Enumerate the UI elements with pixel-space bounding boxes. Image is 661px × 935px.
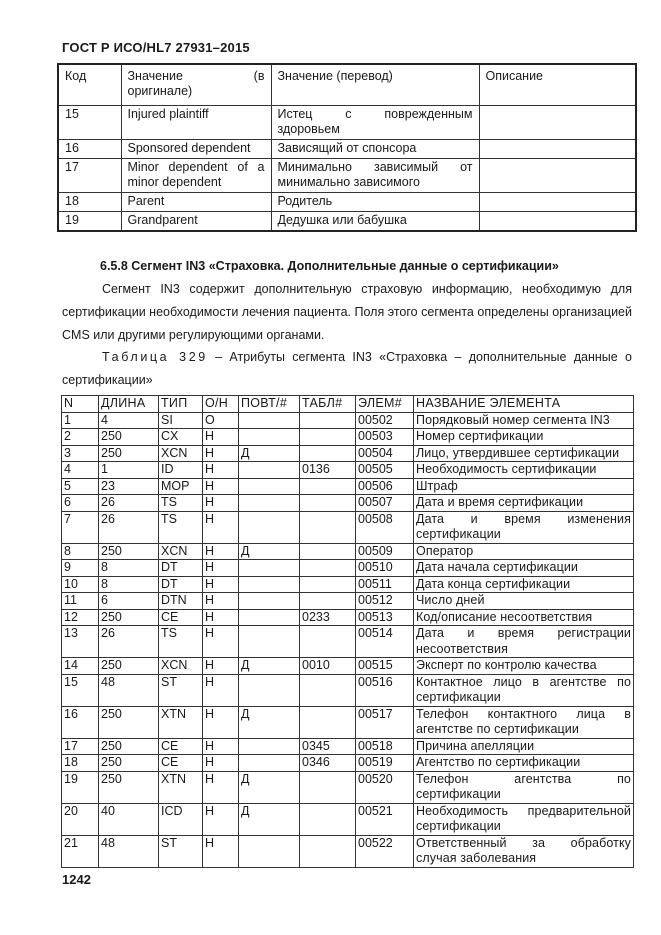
cell-code: 18: [58, 193, 121, 212]
cell-n: 20: [62, 803, 99, 835]
column-header: ТАБЛ#: [300, 396, 356, 413]
cell-on: Н: [203, 835, 239, 867]
cell-len: 250: [99, 658, 159, 675]
cell-tbl: 0346: [300, 755, 356, 772]
cell-n: 12: [62, 609, 99, 626]
cell-elem: 00515: [356, 658, 414, 675]
cell-tbl: [300, 495, 356, 512]
cell-code: 16: [58, 140, 121, 159]
cell-type: TS: [159, 495, 203, 512]
cell-code: 17: [58, 159, 121, 193]
cell-desc: [479, 140, 636, 159]
cell-tbl: 0233: [300, 609, 356, 626]
table-row: [62, 593, 634, 610]
cell-elem: 00516: [356, 674, 414, 706]
cell-n: 2: [62, 429, 99, 446]
cell-n: 13: [62, 626, 99, 658]
cell-name: Причина апелляции: [414, 738, 634, 755]
cell-tbl: [300, 543, 356, 560]
table-row: [62, 755, 634, 772]
table-row: [62, 543, 634, 560]
table-row: [62, 771, 634, 803]
cell-n: 21: [62, 835, 99, 867]
code-table-header: [58, 64, 636, 106]
cell-on: Н: [203, 429, 239, 446]
cell-on: Н: [203, 755, 239, 772]
cell-orig: Grandparent: [121, 212, 271, 232]
cell-len: 26: [99, 511, 159, 543]
cell-code: 19: [58, 212, 121, 232]
cell-on: Н: [203, 771, 239, 803]
cell-rep: [239, 609, 300, 626]
cell-on: Н: [203, 609, 239, 626]
code-table: [57, 63, 637, 232]
cell-rep: [239, 560, 300, 577]
cell-name: Дата и время сертификации: [414, 495, 634, 512]
cell-name: Агентство по сертификации: [414, 755, 634, 772]
cell-rep: [239, 626, 300, 658]
table-row: [62, 560, 634, 577]
cell-name: Телефон контактного лица в агентстве по сертификации: [414, 706, 634, 738]
cell-len: 1: [99, 462, 159, 479]
cell-len: 26: [99, 495, 159, 512]
cell-orig: Sponsored dependent: [121, 140, 271, 159]
cell-n: 6: [62, 495, 99, 512]
cell-name: Номер сертификации: [414, 429, 634, 446]
table-row: [62, 478, 634, 495]
table-caption-text: – Атрибуты сегмента IN3 «Страховка – дополнительные данные о сертификации»: [62, 350, 632, 387]
column-header: ТИП: [159, 396, 203, 413]
cell-elem: 00517: [356, 706, 414, 738]
cell-desc: [479, 193, 636, 212]
cell-tbl: [300, 429, 356, 446]
cell-type: ST: [159, 674, 203, 706]
column-header: ПОВТ/#: [239, 396, 300, 413]
column-header: НАЗВАНИЕ ЭЛЕМЕНТА: [414, 396, 634, 413]
cell-elem: 00519: [356, 755, 414, 772]
cell-type: CX: [159, 429, 203, 446]
cell-rep: [239, 478, 300, 495]
cell-n: 18: [62, 755, 99, 772]
cell-tbl: 0010: [300, 658, 356, 675]
cell-trans: Дедушка или бабушка: [271, 212, 479, 232]
cell-on: Н: [203, 674, 239, 706]
cell-on: О: [203, 412, 239, 429]
column-header: О/Н: [203, 396, 239, 413]
cell-rep: [239, 412, 300, 429]
cell-on: Н: [203, 543, 239, 560]
cell-trans: Минимально зависимый от минимально зависимого: [271, 159, 479, 193]
table-row: [62, 706, 634, 738]
cell-on: Н: [203, 445, 239, 462]
cell-tbl: [300, 478, 356, 495]
cell-on: Н: [203, 560, 239, 577]
cell-tbl: [300, 803, 356, 835]
cell-name: Дата конца сертификации: [414, 576, 634, 593]
cell-elem: 00510: [356, 560, 414, 577]
table-row: [62, 674, 634, 706]
cell-n: 3: [62, 445, 99, 462]
cell-trans: Зависящий от спонсора: [271, 140, 479, 159]
cell-rep: [239, 429, 300, 446]
cell-type: SI: [159, 412, 203, 429]
cell-n: 8: [62, 543, 99, 560]
cell-type: ID: [159, 462, 203, 479]
cell-rep: Д: [239, 658, 300, 675]
cell-on: Н: [203, 478, 239, 495]
cell-len: 6: [99, 593, 159, 610]
column-header: ДЛИНА: [99, 396, 159, 413]
cell-orig: Minor dependent of a minor dependent: [121, 159, 271, 193]
cell-name: Код/описание несоответствия: [414, 609, 634, 626]
cell-n: 7: [62, 511, 99, 543]
cell-rep: [239, 462, 300, 479]
cell-elem: 00512: [356, 593, 414, 610]
table-caption: [62, 346, 632, 392]
cell-n: 1: [62, 412, 99, 429]
table-row: [58, 140, 636, 159]
page-number: 1242: [62, 872, 91, 887]
cell-name: Контактное лицо в агентстве по сертификации: [414, 674, 634, 706]
cell-desc: [479, 159, 636, 193]
cell-on: Н: [203, 462, 239, 479]
cell-name: Необходимость сертификации: [414, 462, 634, 479]
cell-name: Дата начала сертификации: [414, 560, 634, 577]
cell-tbl: [300, 771, 356, 803]
cell-on: Н: [203, 495, 239, 512]
table-row: [58, 159, 636, 193]
cell-tbl: [300, 593, 356, 610]
table-row: [62, 412, 634, 429]
cell-len: 8: [99, 560, 159, 577]
cell-n: 16: [62, 706, 99, 738]
table-row: [58, 193, 636, 212]
cell-trans: Родитель: [271, 193, 479, 212]
cell-type: XCN: [159, 658, 203, 675]
table-row: [62, 626, 634, 658]
cell-len: 23: [99, 478, 159, 495]
cell-type: DT: [159, 560, 203, 577]
cell-elem: 00518: [356, 738, 414, 755]
table-row: [62, 738, 634, 755]
attributes-table-header: [62, 396, 634, 413]
cell-on: Н: [203, 658, 239, 675]
cell-type: TS: [159, 626, 203, 658]
cell-len: 48: [99, 835, 159, 867]
cell-name: Оператор: [414, 543, 634, 560]
table-row: [62, 609, 634, 626]
cell-rep: [239, 835, 300, 867]
table-row: [62, 445, 634, 462]
cell-orig: Parent: [121, 193, 271, 212]
table-row: [62, 803, 634, 835]
cell-n: 15: [62, 674, 99, 706]
cell-name: Порядковый номер сегмента IN3: [414, 412, 634, 429]
cell-rep: Д: [239, 445, 300, 462]
cell-rep: [239, 755, 300, 772]
table-row: [62, 511, 634, 543]
cell-rep: [239, 576, 300, 593]
cell-name: Телефон агентства по сертификации: [414, 771, 634, 803]
cell-elem: 00505: [356, 462, 414, 479]
cell-type: XTN: [159, 706, 203, 738]
cell-n: 11: [62, 593, 99, 610]
table-caption-label: Таблица 329: [102, 350, 208, 364]
cell-n: 4: [62, 462, 99, 479]
cell-on: Н: [203, 626, 239, 658]
cell-elem: 00507: [356, 495, 414, 512]
cell-rep: Д: [239, 543, 300, 560]
table-row: [62, 495, 634, 512]
table-row: [62, 429, 634, 446]
cell-name: Дата и время изменения сертификации: [414, 511, 634, 543]
cell-elem: 00514: [356, 626, 414, 658]
cell-len: 26: [99, 626, 159, 658]
cell-n: 17: [62, 738, 99, 755]
cell-type: ST: [159, 835, 203, 867]
section-paragraph: Сегмент IN3 содержит дополнительную страховую информацию, необходимую для сертификации необходимости лечения пациента. Поля этого сегмента определены организацией CMS или другими регулирующими органами.: [62, 282, 632, 342]
cell-rep: [239, 738, 300, 755]
cell-n: 9: [62, 560, 99, 577]
cell-name: Штраф: [414, 478, 634, 495]
document-header: ГОСТ Р ИСО/HL7 27931–2015: [62, 40, 250, 55]
cell-len: 8: [99, 576, 159, 593]
cell-len: 250: [99, 609, 159, 626]
cell-rep: Д: [239, 706, 300, 738]
cell-type: CE: [159, 755, 203, 772]
cell-elem: 00503: [356, 429, 414, 446]
cell-type: XCN: [159, 445, 203, 462]
column-header: Описание: [479, 64, 636, 106]
cell-tbl: [300, 445, 356, 462]
table-row: [62, 462, 634, 479]
cell-n: 10: [62, 576, 99, 593]
cell-elem: 00509: [356, 543, 414, 560]
cell-rep: [239, 495, 300, 512]
cell-len: 250: [99, 429, 159, 446]
attributes-table: [61, 395, 634, 868]
cell-len: 250: [99, 543, 159, 560]
cell-on: Н: [203, 511, 239, 543]
cell-tbl: 0345: [300, 738, 356, 755]
cell-desc: [479, 106, 636, 140]
cell-type: XCN: [159, 543, 203, 560]
cell-type: TS: [159, 511, 203, 543]
cell-tbl: [300, 835, 356, 867]
cell-len: 250: [99, 706, 159, 738]
cell-desc: [479, 212, 636, 232]
table-row: [62, 658, 634, 675]
cell-type: ICD: [159, 803, 203, 835]
section-title: 6.5.8 Сегмент IN3 «Страховка. Дополнительные данные о сертификации»: [100, 259, 559, 273]
code-table-body: [58, 64, 636, 231]
cell-tbl: 0136: [300, 462, 356, 479]
cell-elem: 00520: [356, 771, 414, 803]
cell-trans: Истец с поврежденным здоровьем: [271, 106, 479, 140]
cell-name: Необходимость предварительной сертификации: [414, 803, 634, 835]
table-row: [62, 576, 634, 593]
column-header: Код: [58, 64, 121, 106]
cell-type: CE: [159, 609, 203, 626]
cell-len: 250: [99, 755, 159, 772]
cell-elem: 00522: [356, 835, 414, 867]
column-header: Значение (в оригинале): [121, 64, 271, 106]
cell-type: CE: [159, 738, 203, 755]
cell-code: 15: [58, 106, 121, 140]
cell-elem: 00508: [356, 511, 414, 543]
cell-name: Лицо, утвердившее сертификации: [414, 445, 634, 462]
cell-name: Ответственный за обработку случая заболевания: [414, 835, 634, 867]
cell-tbl: [300, 560, 356, 577]
cell-elem: 00513: [356, 609, 414, 626]
table-row: [58, 212, 636, 232]
cell-on: Н: [203, 803, 239, 835]
cell-rep: Д: [239, 803, 300, 835]
cell-n: 5: [62, 478, 99, 495]
column-header: Значение (перевод): [271, 64, 479, 106]
cell-on: Н: [203, 593, 239, 610]
cell-on: Н: [203, 738, 239, 755]
cell-len: 4: [99, 412, 159, 429]
cell-name: Эксперт по контролю качества: [414, 658, 634, 675]
cell-len: 250: [99, 738, 159, 755]
cell-tbl: [300, 626, 356, 658]
cell-elem: 00506: [356, 478, 414, 495]
cell-rep: Д: [239, 771, 300, 803]
cell-type: DTN: [159, 593, 203, 610]
cell-elem: 00511: [356, 576, 414, 593]
cell-tbl: [300, 412, 356, 429]
cell-tbl: [300, 706, 356, 738]
table-row: [62, 835, 634, 867]
cell-elem: 00502: [356, 412, 414, 429]
cell-len: 40: [99, 803, 159, 835]
cell-elem: 00504: [356, 445, 414, 462]
cell-name: Число дней: [414, 593, 634, 610]
cell-on: Н: [203, 576, 239, 593]
cell-type: XTN: [159, 771, 203, 803]
cell-on: Н: [203, 706, 239, 738]
cell-n: 14: [62, 658, 99, 675]
column-header: N: [62, 396, 99, 413]
cell-tbl: [300, 674, 356, 706]
cell-len: 48: [99, 674, 159, 706]
column-header: ЭЛЕМ#: [356, 396, 414, 413]
cell-orig: Injured plaintiff: [121, 106, 271, 140]
cell-name: Дата и время регистрации несоответствия: [414, 626, 634, 658]
cell-type: MOP: [159, 478, 203, 495]
cell-len: 250: [99, 771, 159, 803]
cell-rep: [239, 511, 300, 543]
cell-n: 19: [62, 771, 99, 803]
cell-len: 250: [99, 445, 159, 462]
cell-tbl: [300, 511, 356, 543]
table-row: [58, 106, 636, 140]
cell-rep: [239, 593, 300, 610]
cell-type: DT: [159, 576, 203, 593]
cell-elem: 00521: [356, 803, 414, 835]
attributes-table-body: [62, 396, 634, 868]
cell-tbl: [300, 576, 356, 593]
cell-rep: [239, 674, 300, 706]
